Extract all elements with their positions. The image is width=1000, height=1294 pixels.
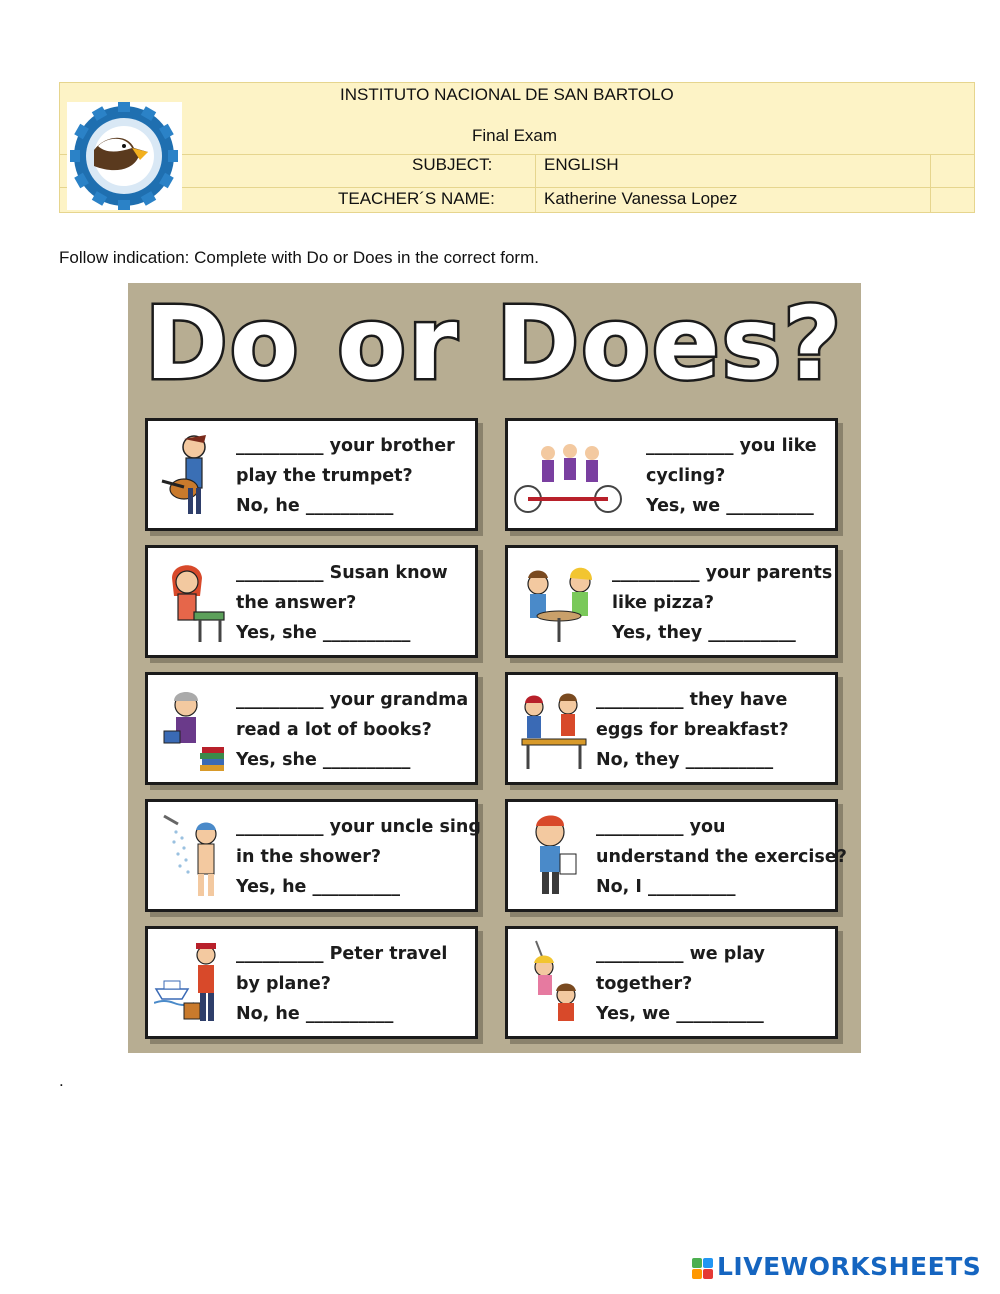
question-line-2: in the shower?	[236, 847, 382, 867]
subject-value: ENGLISH	[544, 155, 619, 174]
traveler-ship-icon	[154, 937, 234, 1029]
institution-name: INSTITUTO NACIONAL DE SAN BARTOLO	[340, 85, 674, 104]
question-line-1: __________ your brother	[236, 436, 455, 456]
question-card-5	[145, 672, 478, 785]
grandma-books-icon	[154, 683, 234, 775]
answer-line: Yes, we __________	[646, 496, 814, 516]
guitar-player-icon	[154, 429, 234, 521]
question-line-2: understand the exercise?	[596, 847, 847, 867]
question-line-2: play the trumpet?	[236, 466, 413, 486]
teacher-label: TEACHER´S NAME:	[338, 189, 495, 208]
trailing-period: .	[59, 1071, 64, 1090]
question-line-2: like pizza?	[612, 593, 714, 613]
teacher-value: Katherine Vanessa Lopez	[544, 189, 738, 208]
girl-at-desk-icon	[154, 556, 234, 648]
liveworksheets-logo[interactable]	[692, 1254, 992, 1284]
liveworksheets-wordmark: LIVEWORKSHEETS	[717, 1252, 982, 1281]
answer-line: No, he __________	[236, 496, 394, 516]
question-card-1	[145, 418, 478, 531]
question-line-2: eggs for breakfast?	[596, 720, 789, 740]
question-line-1: __________ Peter travel	[236, 944, 448, 964]
question-card-3	[145, 545, 478, 658]
exam-title: Final Exam	[472, 126, 558, 145]
exam-header-table	[59, 82, 975, 213]
question-line-2: together?	[596, 974, 693, 994]
answer-line: No, he __________	[236, 1004, 394, 1024]
question-card-4	[505, 545, 838, 658]
question-card-7	[145, 799, 481, 912]
question-card-8	[505, 799, 847, 912]
question-line-1: __________ they have	[596, 690, 788, 710]
question-line-1: __________ we play	[596, 944, 765, 964]
boy-paper-icon	[514, 810, 594, 902]
question-line-1: __________ your parents	[612, 563, 833, 583]
answer-line: No, I __________	[596, 877, 736, 897]
question-line-2: cycling?	[646, 466, 726, 486]
question-card-9	[145, 926, 478, 1039]
question-line-2: the answer?	[236, 593, 357, 613]
question-line-2: read a lot of books?	[236, 720, 432, 740]
answer-line: Yes, she __________	[236, 623, 411, 643]
liveworksheets-blocks-icon	[692, 1258, 714, 1280]
subject-label: SUBJECT:	[412, 155, 493, 174]
question-card-2	[505, 418, 838, 531]
answer-line: Yes, they __________	[612, 623, 796, 643]
cyclists-icon	[514, 429, 594, 521]
question-line-1: __________ you	[596, 817, 726, 837]
man-shower-icon	[154, 810, 234, 902]
couple-eating-icon	[514, 556, 594, 648]
question-line-1: __________ your grandma	[236, 690, 469, 710]
answer-line: Yes, he __________	[236, 877, 401, 897]
kids-playing-icon	[514, 937, 594, 1029]
answer-line: Yes, she __________	[236, 750, 411, 770]
worksheet-poster	[128, 283, 861, 1053]
question-line-2: by plane?	[236, 974, 331, 994]
worksheet-title: Do or Does?	[144, 285, 844, 402]
family-breakfast-icon	[514, 683, 594, 775]
question-line-1: __________ you like	[646, 436, 817, 456]
school-logo	[67, 102, 182, 210]
instruction-text: Follow indication: Complete with Do or Does in the correct form.	[59, 248, 539, 267]
question-card-6	[505, 672, 838, 785]
answer-line: Yes, we __________	[596, 1004, 764, 1024]
answer-line: No, they __________	[596, 750, 774, 770]
worksheet-title-graphic	[128, 283, 861, 403]
question-card-10	[505, 926, 838, 1039]
question-line-1: __________ your uncle sing	[236, 817, 481, 837]
question-line-1: __________ Susan know	[236, 563, 448, 583]
